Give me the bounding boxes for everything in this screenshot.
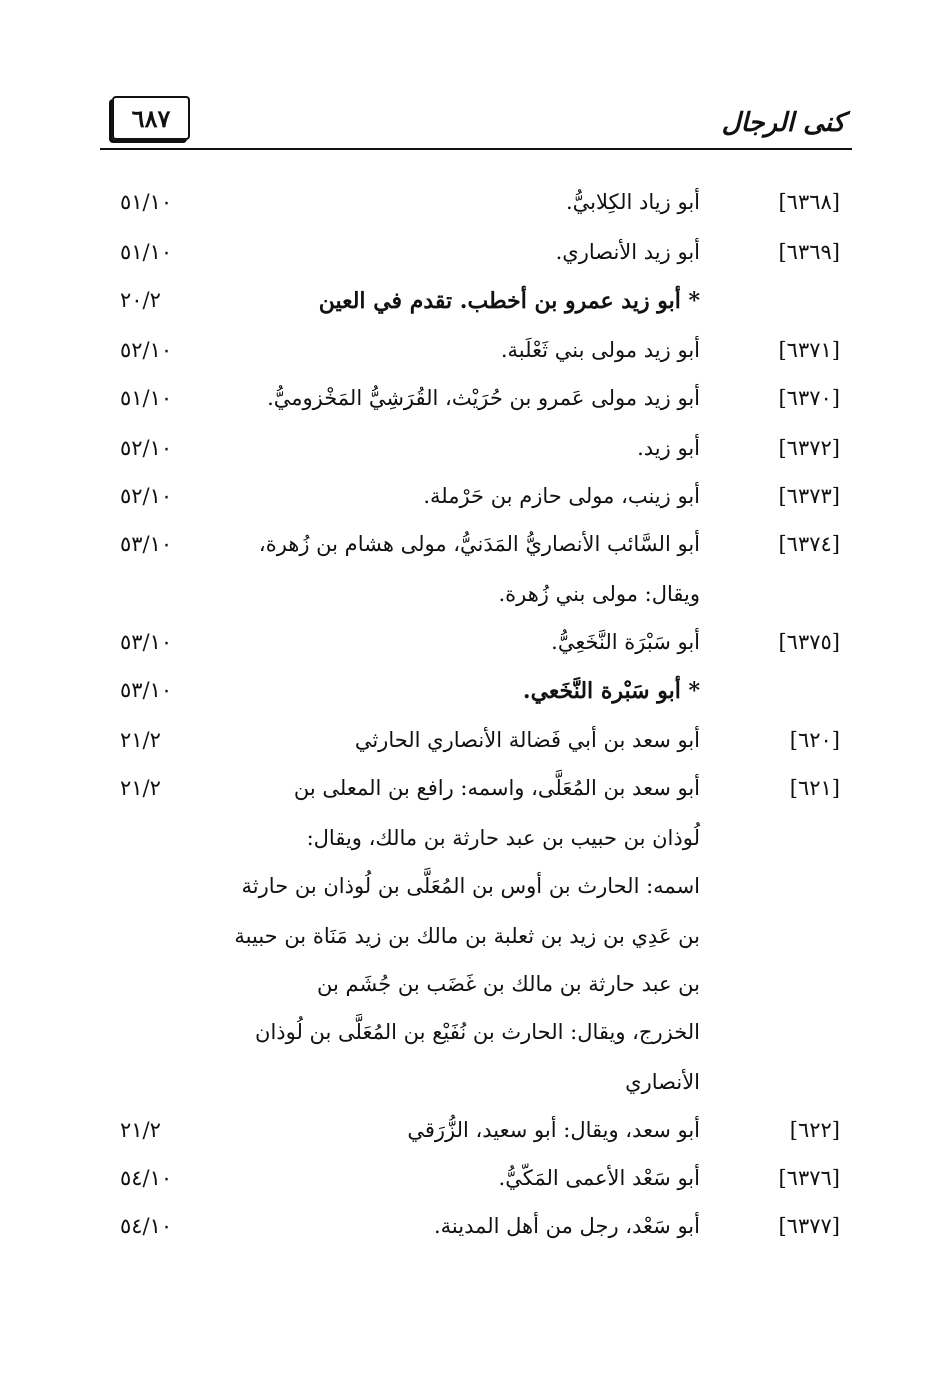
list-item	[0, 678, 945, 708]
entry-number: [٦٣٧٧]	[778, 1214, 840, 1238]
entry-reference: ٥١/١٠	[120, 190, 173, 214]
entry-reference: ٥٢/١٠	[120, 436, 173, 460]
page-number: ٦٨٧	[112, 96, 190, 140]
list-item	[0, 728, 945, 758]
entry-continuation-line: بن عَدِي بن زيد بن ثعلبة بن مالك بن زيد مَنَاة بن حبيبة	[234, 924, 700, 948]
entry-number: [٦٣٧٣]	[778, 484, 840, 508]
entry-text: أبو سعد بن المُعَلَّى، واسمه: رافع بن المعلى بن	[293, 776, 700, 800]
list-item	[0, 630, 945, 660]
entry-reference: ٥٢/١٠	[120, 338, 173, 362]
entry-number: [٦٣٧٠]	[778, 386, 840, 410]
list-item	[0, 776, 945, 806]
entry-text: أبو زيد الأنصاري.	[555, 240, 700, 264]
entry-reference: ٥٣/١٠	[120, 532, 173, 556]
list-item	[0, 532, 945, 562]
entry-text: أبو زيد.	[637, 436, 700, 460]
entry-number: [٦٣٧٦]	[778, 1166, 840, 1190]
entry-reference: ٥١/١٠	[120, 386, 173, 410]
entry-number: [٦٣٧٤]	[778, 532, 840, 556]
entry-text: * أبو زيد عمرو بن أخطب. تقدم في العين	[318, 288, 700, 314]
entry-text: أبو سَبْرَة النَّخَعِيُّ.	[551, 630, 700, 654]
running-header-title: كنى الرجال	[721, 108, 845, 138]
entry-reference: ٥٤/١٠	[120, 1166, 173, 1190]
list-item	[0, 436, 945, 466]
entry-reference: ٥٣/١٠	[120, 678, 173, 702]
entry-text: أبو سعد، ويقال: أبو سعيد، الزُّرَقي	[407, 1118, 700, 1142]
entry-number: [٦٣٦٨]	[778, 190, 840, 214]
list-item	[0, 288, 945, 318]
list-item	[0, 338, 945, 368]
entry-number: [٦٣٧٥]	[778, 630, 840, 654]
entry-continuation-line: لُوذان بن حبيب بن عبد حارثة بن مالك، ويقال:	[306, 826, 700, 850]
entry-reference: ٥٢/١٠	[120, 484, 173, 508]
entry-reference: ٢١/٢	[120, 1118, 161, 1142]
list-item	[0, 240, 945, 270]
entry-continuation-line: اسمه: الحارث بن أوس بن المُعَلَّى بن لُوذان بن حارثة	[241, 874, 700, 898]
entry-text: أبو زياد الكِلابيُّ.	[566, 190, 700, 214]
entry-number: [٦٢٠]	[789, 728, 840, 752]
entry-continuation-line: بن عبد حارثة بن مالك بن غَضَب بن جُشَم بن	[317, 972, 700, 996]
list-item	[0, 1118, 945, 1148]
list-item	[0, 1214, 945, 1244]
entry-text: أبو السَّائب الأنصاريُّ المَدَنيُّ، مولى هشام بن زُهرة،	[258, 532, 700, 556]
entry-text: * أبو سَبْرة النَّخَعي.	[522, 678, 700, 704]
entry-text: أبو زيد مولى عَمرو بن حُرَيْث، القُرَشِيُّ المَخْزوميُّ.	[267, 386, 700, 410]
entry-number: [٦٣٧٢]	[778, 436, 840, 460]
entry-continuation-line: الأنصاري	[625, 1070, 700, 1094]
entry-continuation-line: ويقال: مولى بني زُهرة.	[498, 582, 700, 606]
entry-reference: ٥١/١٠	[120, 240, 173, 264]
entry-number: [٦٢١]	[789, 776, 840, 800]
list-item	[0, 1166, 945, 1196]
entry-reference: ٢١/٢	[120, 776, 161, 800]
entry-number: [٦٢٢]	[789, 1118, 840, 1142]
entry-number: [٦٣٦٩]	[778, 240, 840, 264]
entry-text: أبو سَعْد الأعمى المَكّيُّ.	[498, 1166, 700, 1190]
entry-reference: ٢١/٢	[120, 728, 161, 752]
entry-number: [٦٣٧١]	[778, 338, 840, 362]
list-item	[0, 386, 945, 416]
entry-text: أبو سعد بن أبي فَضالة الأنصاري الحارثي	[354, 728, 700, 752]
entry-reference: ٢٠/٢	[120, 288, 161, 312]
entry-reference: ٥٣/١٠	[120, 630, 173, 654]
list-item	[0, 484, 945, 514]
entry-continuation-line: الخزرج، ويقال: الحارث بن نُفَيْع بن المُعَلَّى بن لُوذان	[255, 1020, 700, 1044]
entry-text: أبو زينب، مولى حازم بن حَرْملة.	[423, 484, 700, 508]
list-item	[0, 190, 945, 220]
entry-text: أبو زيد مولى بني ثَعْلَبة.	[500, 338, 700, 362]
entry-text: أبو سَعْد، رجل من أهل المدينة.	[433, 1214, 700, 1238]
entry-reference: ٥٤/١٠	[120, 1214, 173, 1238]
